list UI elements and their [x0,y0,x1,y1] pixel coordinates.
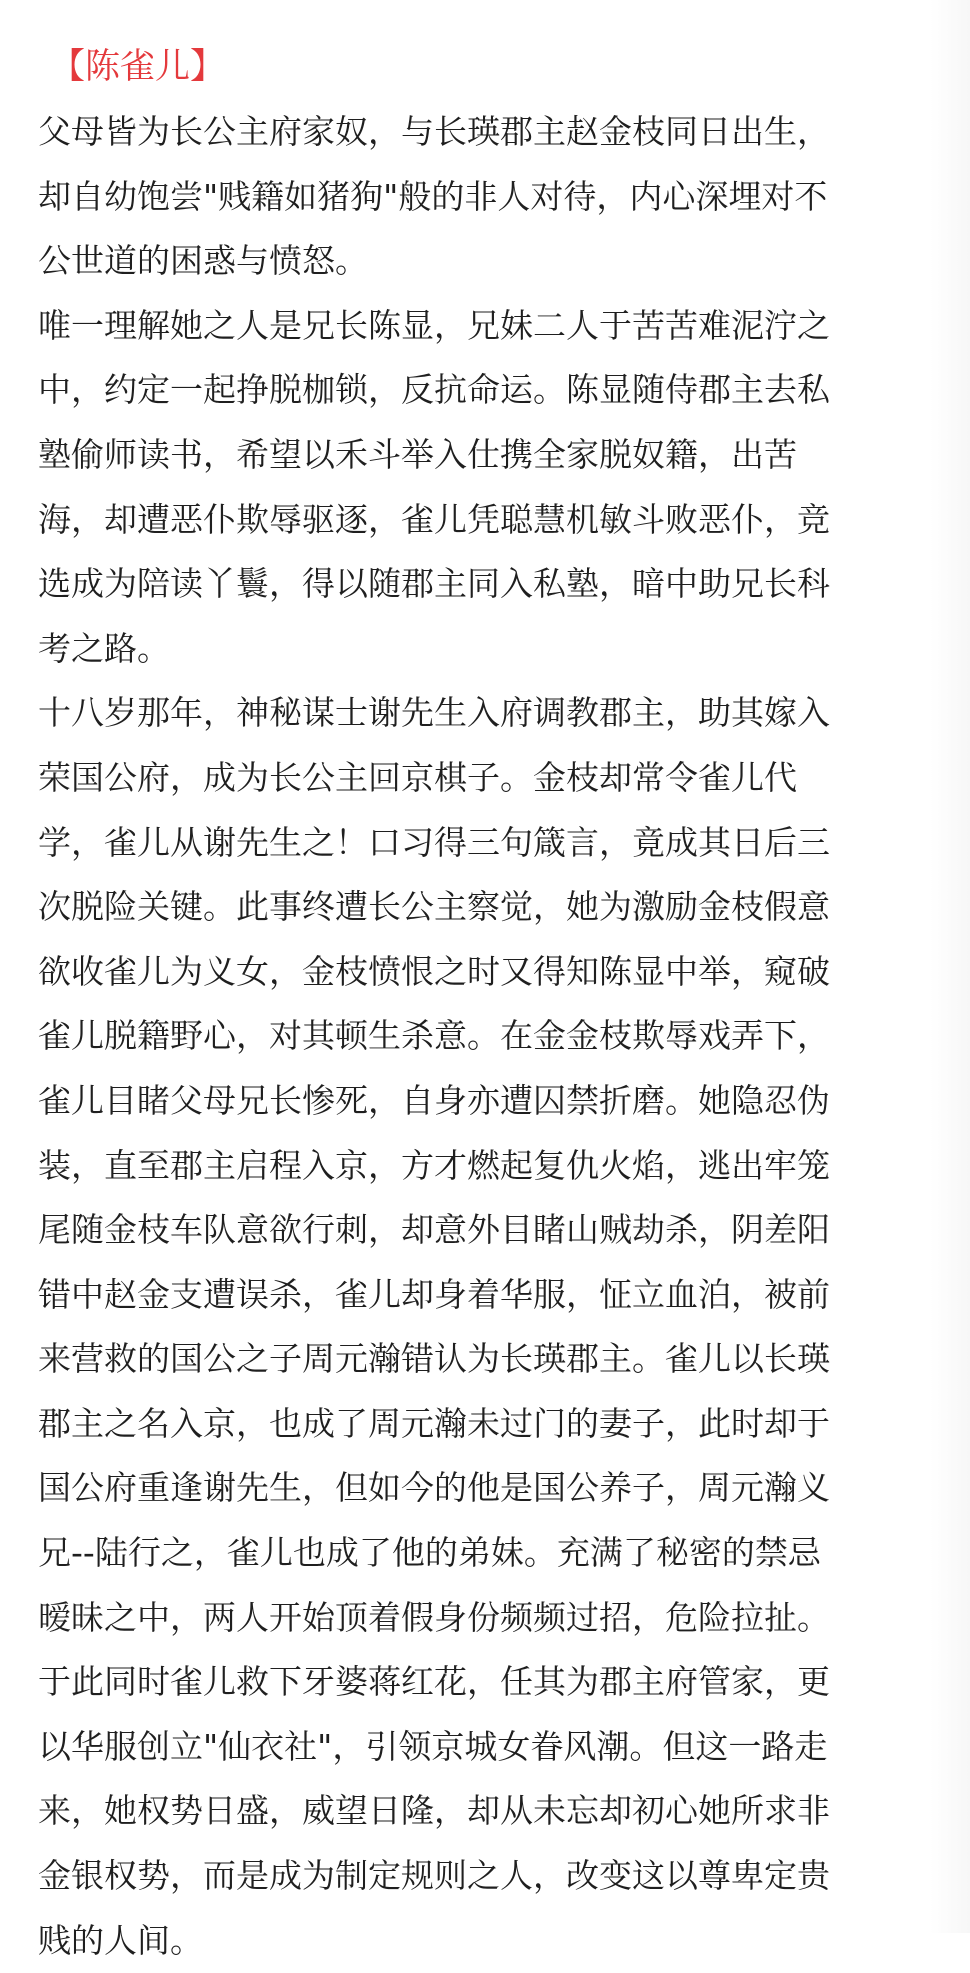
paragraph-line: 塾偷师读书，希望以禾斗举入仕携全家脱奴籍，出苦 [38,434,797,474]
paragraph-line: 中，约定一起挣脱枷锁，反抗命运。陈显随侍郡主去私 [38,370,830,410]
paragraph-line: 次脱险关键。此事终遭长公主察觉，她为激励金枝假意 [38,887,830,927]
paragraph-line: 郡主之名入京，也成了周元瀚未过门的妻子，此时却于 [38,1403,830,1443]
paragraph-line: 装，直至郡主启程入京，方才燃起复仇火焰，逃出牢笼 [38,1145,830,1185]
paragraph-brother [38,294,932,682]
paragraph-line: 学，雀儿从谢先生之！口习得三句箴言，竟成其日后三 [38,822,830,862]
paragraph-line: 错中赵金支遭误杀，雀儿却身着华服，怔立血泊，被前 [38,1274,830,1314]
paragraph-line: 唯一理解她之人是兄长陈显，兄妹二人于苦苦难泥泞之 [38,305,830,345]
paragraph-line: 欲收雀儿为义女，金枝愤恨之时又得知陈显中举，窥破 [38,951,830,991]
paragraph-line: 却自幼饱尝"贱籍如猪狗"般的非人对待，内心深埋对不 [38,176,828,216]
paragraph-line: 金银权势，而是成为制定规则之人，改变这以尊卑定贵 [38,1856,830,1896]
paragraph-line: 尾随金枝车队意欲行刺，却意外目睹山贼劫杀，阴差阳 [38,1210,830,1250]
paragraph-line: 兄--陆行之，雀儿也成了他的弟妹。充满了秘密的禁忌 [38,1533,821,1573]
paragraph-line: 海，却遭恶仆欺辱驱逐，雀儿凭聪慧机敏斗败恶仆，竞 [38,499,830,539]
character-title: 【陈雀儿】 [50,47,226,87]
paragraph-line: 选成为陪读丫鬟，得以随郡主同入私塾，暗中助兄长科 [38,564,830,604]
paragraph-line: 公世道的困惑与愤怒。 [38,241,368,281]
paragraph-line: 来，她权势日盛，威望日隆，却从未忘却初心她所求非 [38,1791,830,1831]
page-edge-shadow [930,0,970,1933]
paragraph-story [38,681,932,1973]
paragraph-line: 来营救的国公之子周元瀚错认为长瑛郡主。雀儿以长瑛 [38,1339,830,1379]
paragraph-line: 父母皆为长公主府家奴，与长瑛郡主赵金枝同日出生， [38,112,830,151]
paragraph-line: 以华服创立"仙衣社"，引领京城女眷风潮。但这一路走 [38,1726,828,1766]
paragraph-line: 雀儿目睹父母兄长惨死，自身亦遭囚禁折磨。她隐忍伪 [38,1080,830,1120]
paragraph-line: 考之路。 [38,628,170,668]
paragraph-background [38,100,932,294]
paragraph-line: 于此同时雀儿救下牙婆蒋红花，任其为郡主府管家，更 [38,1662,830,1702]
paragraph-line: 国公府重逢谢先生，但如今的他是国公养子，周元瀚义 [38,1468,830,1508]
paragraph-line: 雀儿脱籍野心，对其顿生杀意。在金金枝欺辱戏弄下， [38,1016,830,1056]
paragraph-line: 贱的人间。 [38,1920,203,1960]
paragraph-line: 十八岁那年，神秘谋士谢先生入府调教郡主，助其嫁入 [38,693,830,733]
paragraph-line: 暧昧之中，两人开始顶着假身份频频过招，危险拉扯。 [38,1597,830,1637]
paragraph-line: 荣国公府，成为长公主回京棋子。金枝却常令雀儿代 [38,757,797,797]
